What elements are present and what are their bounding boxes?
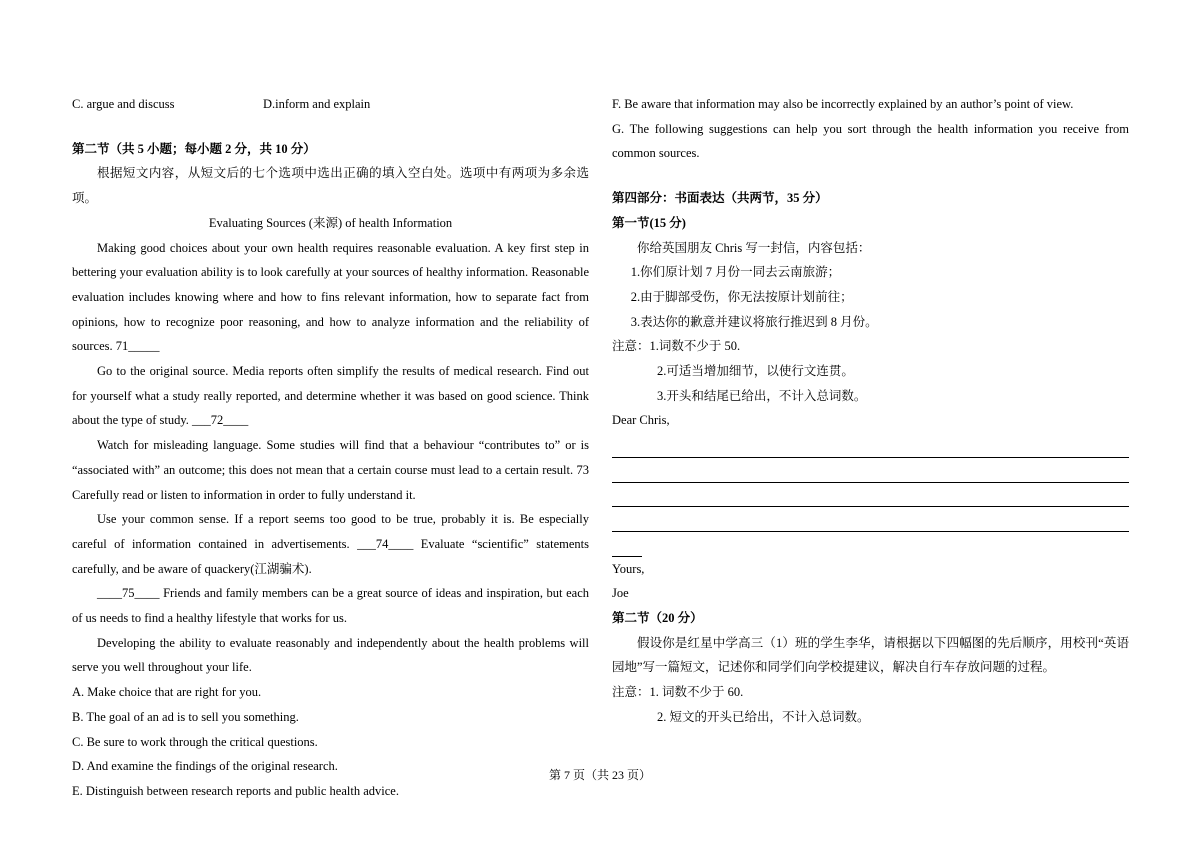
letter-task-intro: 你给英国朋友 Chris 写一封信，内容包括： — [637, 240, 871, 255]
part4-heading: 第四部分：书面表达（共两节，35 分） — [612, 191, 828, 206]
letter-notes-line — [612, 334, 1129, 359]
essay-prompt: 假设你是红星中学高三（1）班的学生李华，请根据以下四幅图的先后顺序，用校刊“英语园地”写一篇短文，记述你和同学们向学校提建议，解决自行车存放问题的过程。 — [612, 635, 1129, 675]
write-line-1 — [612, 433, 1129, 458]
essay-note-2: 2. 短文的开头已给出，不计入总词数。 — [657, 709, 870, 724]
choice-option-f: F. Be aware that information may also be incorrectly explained by an author’s point of view. — [612, 97, 1074, 111]
letter-salutation: Dear Chris, — [612, 413, 670, 428]
notes-label-2: 注意： — [612, 685, 650, 700]
choice-option-g: G. The following suggestions can help you sort through the health information you receive from common sources. — [612, 121, 1129, 161]
letter-point-1: 1.你们原计划 7 月份一同去云南旅游； — [630, 265, 841, 280]
section2-heading: 第二节（共 5 小题；每小题 2 分，共 10 分） — [72, 141, 316, 156]
two-column-layout — [72, 92, 1129, 804]
letter-point-2: 2.由于脚部受伤，你无法按原计划前往； — [630, 289, 853, 304]
letter-note-1: 1.词数不少于 50. — [649, 339, 741, 354]
section2-instructions: 根据短文内容，从短文后的七个选项中选出正确的填入空白处。选项中有两项为多余选项。 — [72, 166, 589, 206]
passage-paragraph-1: Making good choices about your own health requires reasonable evaluation. A key first step in bettering your evaluation ability is to look carefully at your sources of healthy information. Reasonable evaluation includes knowing where and how to fins relevant information, how to separate fact from opinions, how to recognize poor reasoning, and how to analyze information and the reliability of sources. 71_____ — [72, 240, 589, 354]
choice-option-b: B. The goal of an ad is to sell you something. — [72, 709, 299, 724]
write-line-3 — [612, 483, 1129, 508]
right-column — [612, 92, 1129, 804]
page-number-footer: 第 7 页（共 23 页） — [548, 768, 651, 782]
letter-note-3: 3.开头和结尾已给出，不计入总词数。 — [657, 388, 867, 403]
write-line-short — [612, 532, 642, 557]
letter-point-3: 3.表达你的歉意并建议将旅行推迟到 8 月份。 — [630, 314, 878, 329]
letter-closing: Yours, — [612, 561, 645, 576]
passage-paragraph-3: Watch for misleading language. Some studies will find that a behaviour “contributes to” or is “associated with” an outcome; this does not mean that a certain course must lead to a certain result. 73 Carefully read or listen to information in order to fully understand it. — [72, 438, 589, 502]
part4-section1-heading: 第一节(15 分) — [612, 215, 686, 230]
essay-note-1: 1. 词数不少于 60. — [649, 685, 744, 700]
letter-note-2: 2.可适当增加细节，以使行文连贯。 — [657, 364, 854, 379]
choice-option-a: A. Make choice that are right for you. — [72, 685, 262, 700]
write-line-4 — [612, 507, 1129, 532]
letter-signature: Joe — [612, 586, 629, 601]
passage-paragraph-2: Go to the original source. Media reports often simplify the results of medical research. Find out for yourself what a study really reported, and determine whether it was based on good science. Think about the type of study. ___72____ — [72, 364, 589, 428]
left-column — [72, 92, 589, 804]
choice-option-c: C. Be sure to work through the critical questions. — [72, 734, 318, 749]
passage-paragraph-4: Use your common sense. If a report seems too good to be true, probably it is. Be especially careful of information contained in advertisements. ___74____ Evaluate “scientific” statements carefully, and be aware of quackery(江湖骗术). — [72, 512, 589, 576]
part4-section2-heading: 第二节（20 分） — [612, 610, 703, 625]
choice-option-e: E. Distinguish between research reports and public health advice. — [72, 783, 399, 798]
essay-notes-line — [612, 680, 1129, 705]
passage-paragraph-6: Developing the ability to evaluate reasonably and independently about the health problems will serve you well throughout your life. — [72, 635, 589, 675]
notes-label: 注意： — [612, 339, 650, 354]
answer-option-c: C. argue and discuss — [72, 97, 175, 111]
passage-title: Evaluating Sources (来源) of health Information — [208, 215, 453, 230]
answer-option-d: D.inform and explain — [263, 97, 371, 111]
answer-options-cd-row — [72, 92, 589, 117]
choice-option-d: D. And examine the findings of the original research. — [72, 759, 338, 774]
passage-paragraph-5: ____75____ Friends and family members can be a great source of ideas and inspiration, but each of us needs to find a healthy lifestyle that works for us. — [72, 586, 589, 626]
write-line-2 — [612, 458, 1129, 483]
